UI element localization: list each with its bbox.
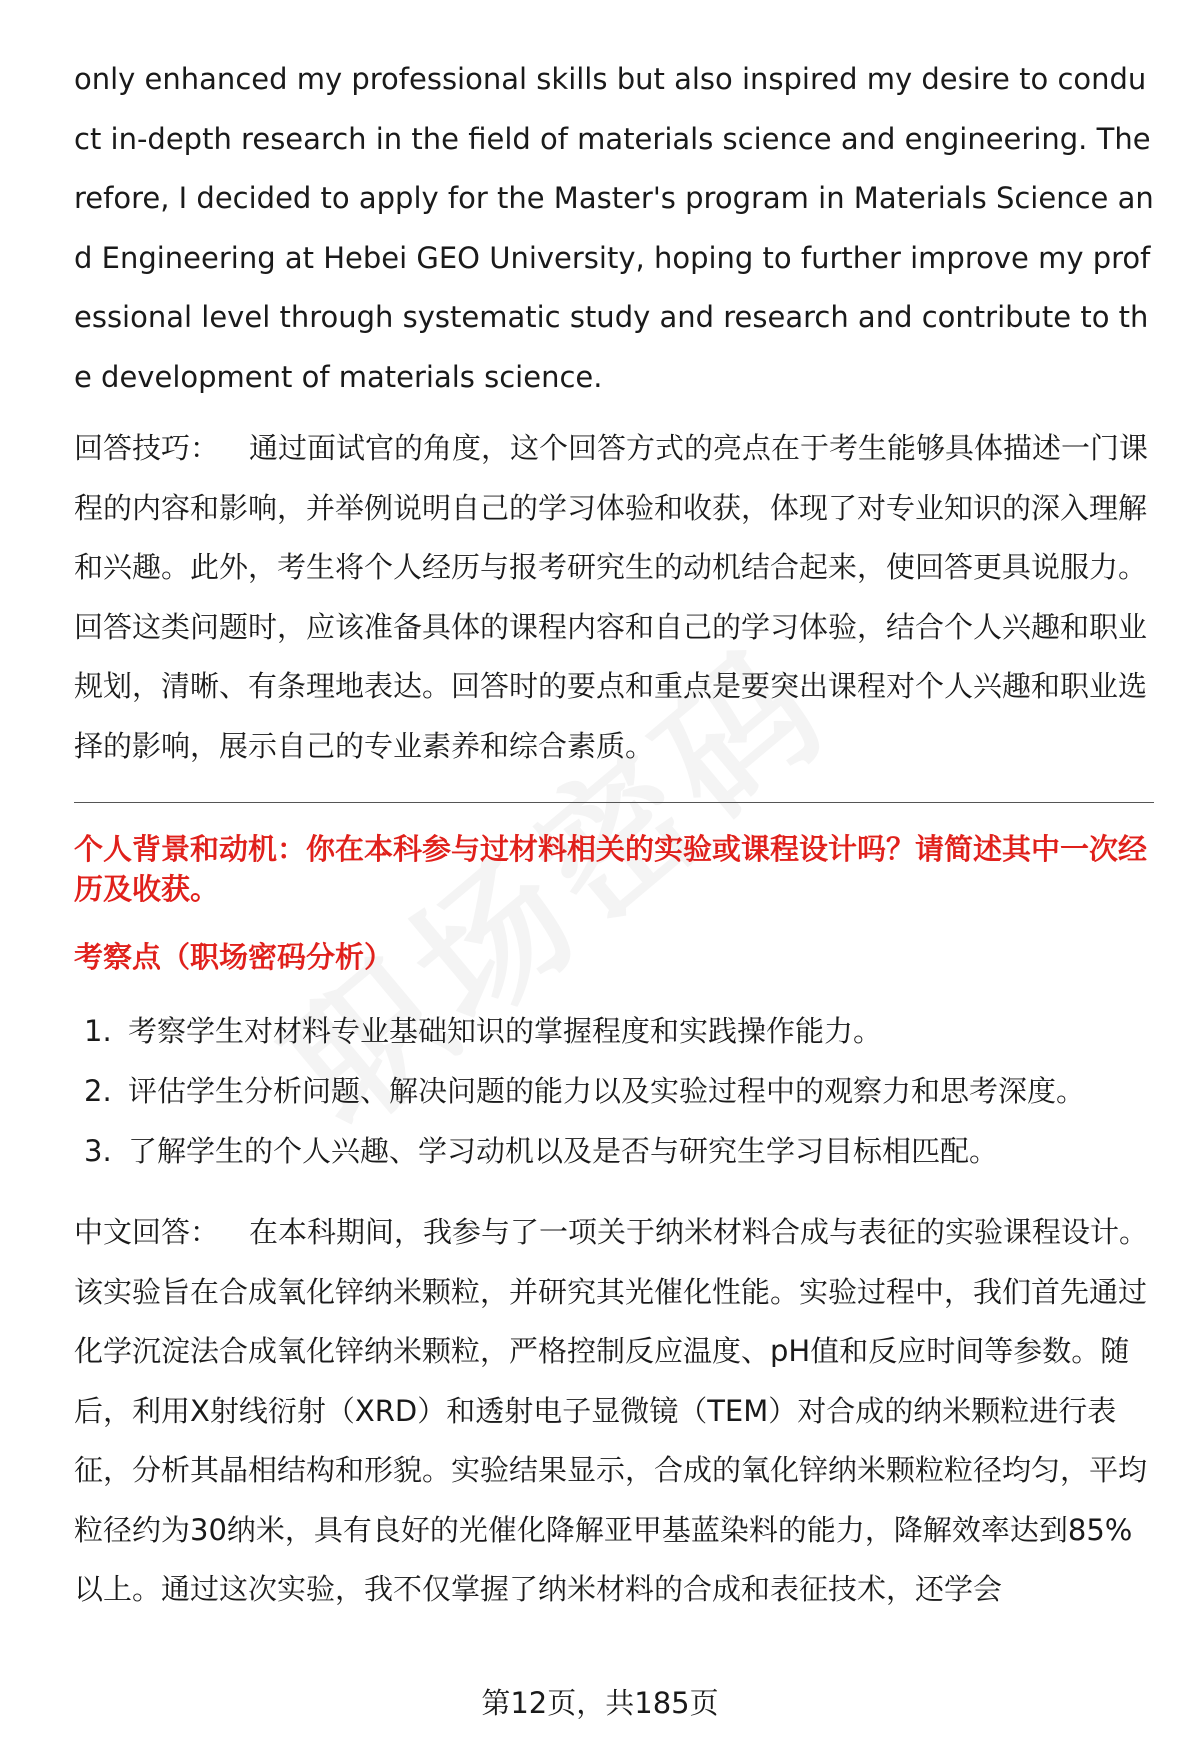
document-page [74,50,1154,1620]
chinese-answer-label: 中文回答： [74,1215,220,1249]
answer-tips-label: 回答技巧： [74,431,220,465]
answer-tips-text: 通过面试官的角度，这个回答方式的亮点在于考生能够具体描述一门课程的内容和影响，并举例说明自己的学习体验和收获，体现了对专业知识的深入理解和兴趣。此外，考生将个人经历与报考研究生的动机结合起来，使回答更具说服力。回答这类问题时，应该准备具体的课程内容和自己的学习体验，结合个人兴趣和职业规划，清晰、有条理地表达。回答时的要点和重点是要突出课程对个人兴趣和职业选择的影响，展示自己的专业素养和综合素质。 [74,431,1149,763]
list-item-number: 3. [84,1134,112,1168]
chinese-answer-text: 在本科期间，我参与了一项关于纳米材料合成与表征的实验课程设计。该实验旨在合成氧化锌纳米颗粒，并研究其光催化性能。实验过程中，我们首先通过化学沉淀法合成氧化锌纳米颗粒，严格控制反应温度、pH值和反应时间等参数。随后，利用X射线衍射（XRD）和透射电子显微镜（TEM）对合成的纳米颗粒进行表征，分析其晶相结构和形貌。实验结果显示，合成的氧化锌纳米颗粒粒径均匀，平均粒径约为30纳米，具有良好的光催化降解亚甲基蓝染料的能力，降解效率达到85%以上。通过这次实验，我不仅掌握了纳米材料的合成和表征技术，还学会 [74,1215,1149,1606]
answer-tips-paragraph [74,419,1154,776]
exam-points-list [74,1001,1154,1181]
page-footer: 第12页，共185页 [481,1686,719,1720]
exam-points-title: 考察点（职场密码分析） [74,940,394,974]
list-item [74,1121,1154,1181]
list-item-text: 了解学生的个人兴趣、学习动机以及是否与研究生学习目标相匹配。 [128,1134,999,1168]
english-answer-paragraph: only enhanced my professional skills but also inspired my desire to conduct in-depth research in the field of materials science and engineering. Therefore, I decided to apply for the Master's program in Materials Science and Engineering at Hebei GEO University, hoping to further improve my professional level through systematic study and research and contribute to the development of materials science. [74,62,1154,394]
list-item-text: 考察学生对材料专业基础知识的掌握程度和实践操作能力。 [128,1014,883,1048]
list-item-number: 2. [84,1074,112,1108]
section-divider [74,802,1154,803]
list-item-number: 1. [84,1014,112,1048]
question-heading: 个人背景和动机：你在本科参与过材料相关的实验或课程设计吗？请简述其中一次经历及收获。 [74,832,1148,906]
chinese-answer-paragraph [74,1203,1154,1620]
list-item [74,1001,1154,1061]
list-item-text: 评估学生分析问题、解决问题的能力以及实验过程中的观察力和思考深度。 [128,1074,1086,1108]
list-item [74,1061,1154,1121]
